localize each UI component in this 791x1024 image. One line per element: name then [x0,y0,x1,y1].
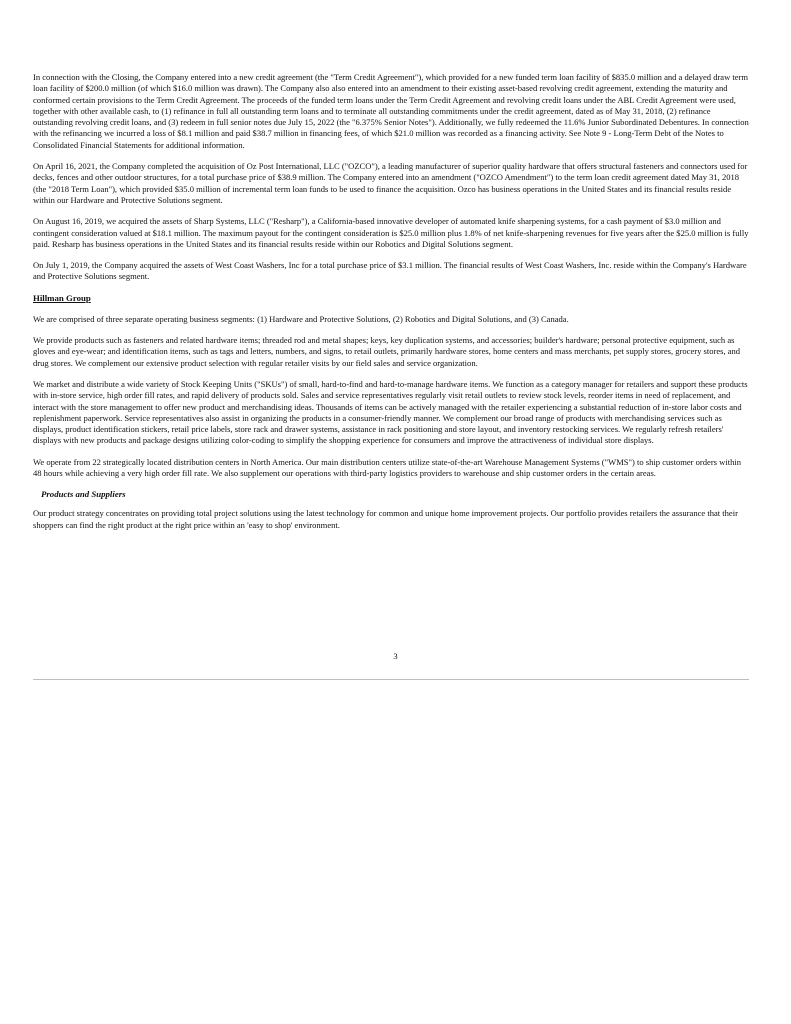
sku-distribution-paragraph: We market and distribute a wide variety of Stock Keeping Units ("SKUs") of small, hard-to-find and hard-to-manage hardware items. We function as a category manager for retailers and support these products with in-store service, high order fill rates, and rapid delivery of products sold. Sales and service representatives regularly visit retail outlets to review stock levels, reorder items in need of replacement, and interact with the store management to offer new product and merchandising ideas. Thousands of items can be actively managed with the retailer experiencing a substantial reduction of in-store labor costs and replenishment paperwork. Service representatives also assist in organizing the products in a consumer-friendly manner. We complement our broad range of products with merchandising services such as displays, product identification stickers, retail price labels, store rack and drawer systems, assistance in rack positioning and store layout, and inventory restocking services. We regularly refresh retailers' displays with new products and package designs utilizing color-coding to simplify the shopping experience for consumers and improve the attractiveness of individual store displays. [33,378,748,446]
products-suppliers-heading: Products and Suppliers [41,489,126,500]
resharp-acquisition-paragraph: On August 16, 2019, we acquired the assets of Sharp Systems, LLC ("Resharp"), a California-based innovative developer of automated knife sharpening systems, for a cash payment of $3.0 million and contingent consideration valued at $18.1 million. The maximum payout for the contingent consideration is $25.0 million plus 1.8% of net knife-sharpening revenues for five years after the $25.0 million is fully paid. Resharp has business operations in the United States and its financial results reside within our Robotics and Digital Solutions segment. [33,216,749,249]
page-divider [33,679,749,680]
page-number: 3 [393,651,398,661]
distribution-centers-paragraph: We operate from 22 strategically located distribution centers in North America. Our main distribution centers utilize state-of-the-art Warehouse Management Systems ("WMS") to ship customer orders within 48 hours while achieving a very high order fill rate. We also supplement our operations with third-party logistics providers to warehouse and ship customer orders in the certain areas. [33,456,741,479]
ozco-acquisition-paragraph: On April 16, 2021, the Company completed the acquisition of Oz Post International, LLC ("OZCO"), a leading manufacturer of superior quality hardware that offers structural fasteners and connectors used for decks, fences and other outdoor structures, for a total purchase price of $38.9 million. The Company entered into an amendment ("OZCO Amendment") to the term loan credit agreement dated May 31, 2018 (the "2018 Term Loan"), which provided $35.0 million of incremental term loan funds to be used to finance the acquisition. Ozco has business operations in the United States and its financial results reside within our Hardware and Protective Solutions segment. [33,161,748,205]
document-page [33,72,749,541]
hillman-group-heading: Hillman Group [33,292,91,303]
west-coast-washers-paragraph: On July 1, 2019, the Company acquired the assets of West Coast Washers, Inc for a total purchase price of $3.1 million. The financial results of West Coast Washers, Inc. reside within the Company's Hardware and Protective Solutions segment. [33,260,747,282]
products-provided-paragraph: We provide products such as fasteners and related hardware items; threaded rod and metal shapes; keys, key duplication systems, and accessories; builder's hardware; personal protective equipment, such as gloves and eye-wear; and identification items, such as tags and letters, numbers, and signs, to retail outlets, primarily hardware stores, home centers and mass merchants, pet supply stores, grocery stores, and drug stores. We complement our extensive product selection with regular retailer visits by our field sales and service organization. [33,335,741,368]
segments-paragraph: We are comprised of three separate operating business segments: (1) Hardware and Protective Solutions, (2) Robotics and Digital Solutions, and (3) Canada. [33,313,569,324]
closing-credit-agreement-paragraph: In connection with the Closing, the Company entered into a new credit agreement (the "Term Credit Agreement"), which provided for a new funded term loan facility of $835.0 million and a delayed draw term loan facility of $200.0 million (of which $16.0 million was drawn). The Company also also entered into an amendment to their existing asset-based revolving credit agreement, extending the maturity and conformed certain provisions to the Term Credit Agreement. The proceeds of the funded term loans under the Term Credit Agreement and revolving credit loans under the ABL Credit Agreement were used, together with other available cash, to (1) refinance in full all outstanding term loans and to terminate all outstanding commitments under the credit agreement, dated as of May 31, 2018, (2) refinance outstanding revolving credit loans, and (3) redeem in full senior notes due July 15, 2022 (the "6.375% Senior Notes"). Additionally, we fully redeemed the 11.6% Junior Subordinated Debentures. In connection with the refinancing we incurred a loss of $8.1 million and paid $38.7 million in financing fees, of which $21.0 million was recorded as a financing activity. See Note 9 - Long-Term Debt of the Notes to Consolidated Financial Statements for additional information. [33,72,749,150]
product-strategy-paragraph: Our product strategy concentrates on providing total project solutions using the latest technology for common and unique home improvement projects. Our portfolio provides retailers the assurance that their shoppers can find the right product at the right price within an 'easy to shop' environment. [33,508,738,530]
